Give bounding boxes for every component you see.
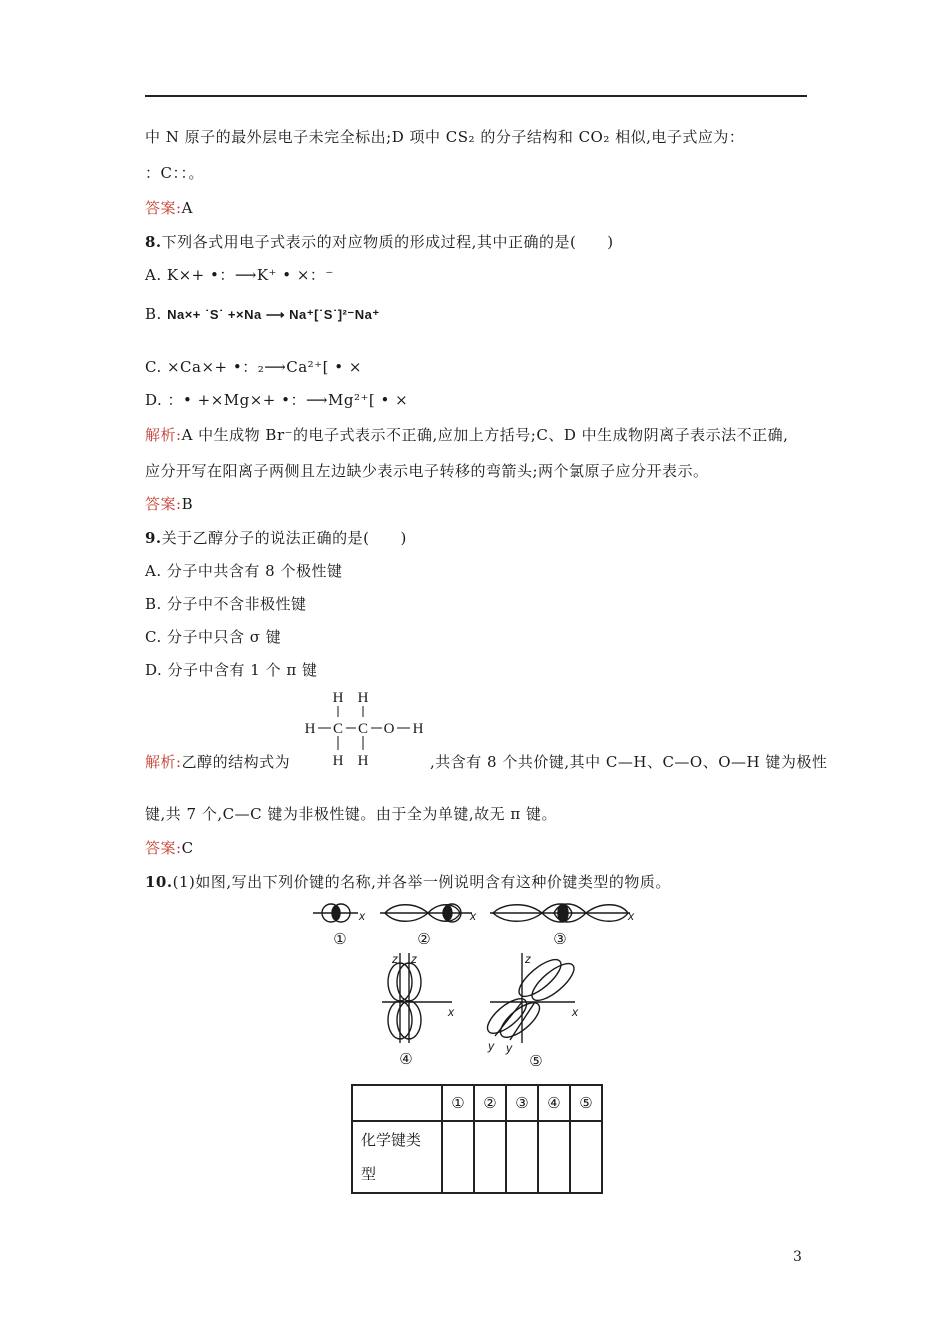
answer-9: 答案:C bbox=[145, 839, 194, 857]
svg-text:x: x bbox=[628, 909, 634, 923]
question-8: 8.下列各式用电子式表示的对应物质的形成过程,其中正确的是( ) bbox=[145, 233, 614, 251]
label-2: ② bbox=[417, 931, 431, 948]
analysis-8b: 应分开写在阳离子两侧且左边缺少表示电子转移的弯箭头;两个氯原子应分开表示。 bbox=[145, 462, 709, 480]
svg-text:x: x bbox=[448, 1005, 454, 1019]
option-8d: D. ：• +×Mg×+ •：⟶Mg²⁺[ • × bbox=[145, 391, 409, 409]
atom-c: C bbox=[357, 721, 369, 737]
table-header: ⑤ bbox=[570, 1085, 602, 1121]
atom-h: H bbox=[357, 690, 369, 706]
table-cell[interactable] bbox=[538, 1121, 570, 1193]
table-header: ② bbox=[474, 1085, 506, 1121]
svg-text:z: z bbox=[411, 952, 417, 966]
table-header: ④ bbox=[538, 1085, 570, 1121]
table-row-label: 化学键类 型 bbox=[352, 1121, 442, 1193]
option-8a: A. K×+ •：⟶K⁺ • ×：⁻ bbox=[145, 266, 334, 284]
ethanol-structure bbox=[300, 687, 440, 771]
answer-7: 答案:A bbox=[145, 199, 193, 217]
analysis-continued-line-2: ：C：：。 bbox=[145, 164, 204, 182]
atom-h: H bbox=[304, 721, 316, 737]
option-8b: B. Na×+ ˙S˙ +×Na ⟶ Na⁺[˙S˙]²⁻Na⁺ bbox=[145, 305, 380, 323]
svg-text:z: z bbox=[525, 952, 531, 966]
orbital-overlap-figure bbox=[310, 898, 650, 1078]
atom-h: H bbox=[332, 753, 344, 769]
option-8c: C. ×Ca×+ •：₂⟶Ca²⁺[ • × bbox=[145, 358, 362, 376]
svg-text:x: x bbox=[572, 1005, 578, 1019]
atom-o: O bbox=[383, 721, 395, 737]
svg-text:y: y bbox=[488, 1039, 494, 1053]
label-3: ③ bbox=[553, 931, 567, 948]
orbital-5-pi-angled bbox=[482, 953, 579, 1043]
option-9b: B. 分子中不含非极性键 bbox=[145, 595, 307, 613]
answer-8: 答案:B bbox=[145, 495, 194, 513]
label-4: ④ bbox=[399, 1051, 413, 1068]
table-header: ③ bbox=[506, 1085, 538, 1121]
analysis-9a: 解析:乙醇的结构式为 bbox=[145, 753, 291, 771]
option-9a: A. 分子中共含有 8 个极性键 bbox=[145, 562, 343, 580]
table-cell[interactable] bbox=[442, 1121, 474, 1193]
header-rule bbox=[145, 95, 807, 97]
table-cell[interactable] bbox=[506, 1121, 538, 1193]
analysis-9b: 键,共 7 个,C—C 键为非极性键。由于全为单键,故无 π 键。 bbox=[145, 805, 558, 823]
table-cell[interactable] bbox=[474, 1121, 506, 1193]
svg-text:x: x bbox=[470, 909, 476, 923]
orbital-2-s-p bbox=[380, 904, 472, 922]
analysis-8a: 解析:A 中生成物 Br⁻的电子式表示不正确,应加上方括号;C、D 中生成物阴离子表示法不正确, bbox=[145, 426, 789, 444]
svg-text:x: x bbox=[359, 909, 365, 923]
svg-text:z: z bbox=[392, 952, 398, 966]
label-5: ⑤ bbox=[529, 1053, 543, 1070]
table-cell[interactable] bbox=[570, 1121, 602, 1193]
orbital-3-p-p bbox=[490, 904, 630, 922]
option-9d: D. 分子中含有 1 个 π 键 bbox=[145, 661, 318, 679]
orbital-1-s-s bbox=[313, 904, 358, 922]
bond-type-table bbox=[351, 1084, 603, 1194]
analysis-9a-cont: ,共含有 8 个共价键,其中 C—H、C—O、O—H 键为极性 bbox=[430, 753, 828, 771]
table-corner bbox=[352, 1085, 442, 1121]
question-10: 10.(1)如图,写出下列价键的名称,并各举一例说明含有这种价键类型的物质。 bbox=[145, 873, 671, 891]
option-9c: C. 分子中只含 σ 键 bbox=[145, 628, 282, 646]
atom-h: H bbox=[412, 721, 424, 737]
table-header: ① bbox=[442, 1085, 474, 1121]
page-number: 3 bbox=[793, 1249, 802, 1265]
svg-text:y: y bbox=[506, 1041, 512, 1055]
label-1: ① bbox=[333, 931, 347, 948]
question-9: 9.关于乙醇分子的说法正确的是( ) bbox=[145, 529, 407, 547]
orbital-4-pi bbox=[382, 953, 452, 1043]
atom-h: H bbox=[357, 753, 369, 769]
atom-c: C bbox=[332, 721, 344, 737]
atom-h: H bbox=[332, 690, 344, 706]
analysis-continued-line: 中 N 原子的最外层电子未完全标出;D 项中 CS₂ 的分子结构和 CO₂ 相似,电子式应为： bbox=[145, 128, 745, 146]
